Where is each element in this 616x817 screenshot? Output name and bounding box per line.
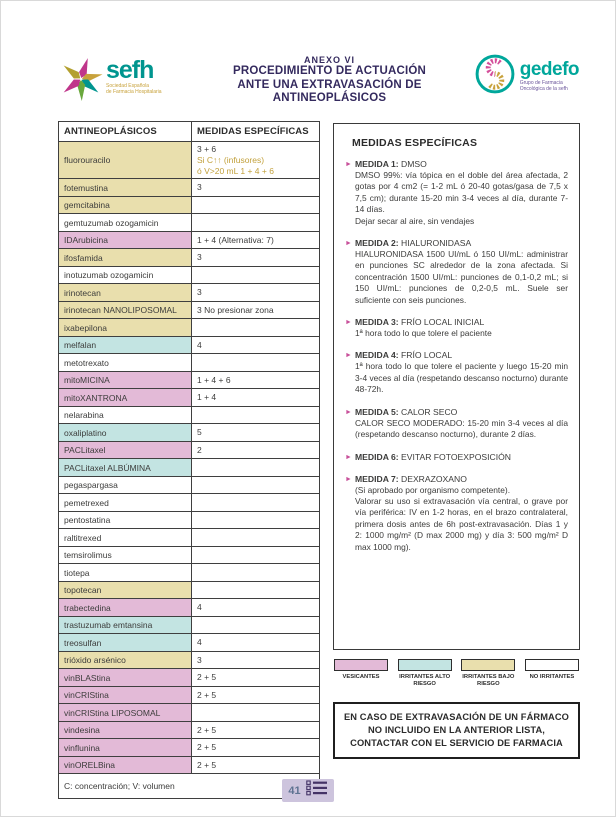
table-row [59, 389, 320, 407]
medidas-panel [333, 123, 580, 650]
table-row [59, 581, 320, 599]
drug-name-cell: trastuzumab emtansina [59, 616, 192, 634]
table-row [59, 441, 320, 459]
drug-measures-cell: 3 No presionar zona [192, 301, 320, 319]
drug-measures-cell [192, 319, 320, 337]
legend-item [460, 659, 516, 688]
medida-item [345, 474, 568, 553]
drug-name-cell: ifosfamida [59, 249, 192, 267]
medida-body: (Si aprobado por organismo competente). [355, 484, 511, 495]
drug-name-cell: tiotepa [59, 564, 192, 582]
medida-body: Valorar su uso si extravasación vía central, o grave por vía periférica: IV en 1-2 horas, en el brazo contralateral, primera dosis antes de 6h post-extravasación. Días 1 y 2: 1000 mg/m² (D max 2000 mg) y día 3: 500 mg/m² D max 1000 mg). [355, 495, 568, 552]
drug-measures-cell: 3 [192, 249, 320, 267]
drug-measures-cell [192, 564, 320, 582]
triangle-bullet-icon: ► [345, 161, 352, 168]
medida-item [345, 350, 568, 395]
drug-measures-cell [192, 266, 320, 284]
drug-measures-cell [192, 616, 320, 634]
legend-swatch [334, 659, 388, 671]
title-line2: PROCEDIMIENTO DE ACTUACIÓN [232, 65, 427, 77]
table-row [59, 739, 320, 757]
drug-measures-cell [192, 581, 320, 599]
table-row [59, 214, 320, 232]
drug-table-body [59, 142, 320, 774]
drug-measures-cell: 3 [192, 179, 320, 197]
legend-swatch [461, 659, 515, 671]
drug-name-cell: gemtuzumab ozogamicin [59, 214, 192, 232]
drug-name-cell: topotecan [59, 581, 192, 599]
table-row [59, 476, 320, 494]
legend-swatch [525, 659, 579, 671]
title-annex: ANEXO VI [303, 55, 355, 65]
legend-swatch [398, 659, 452, 671]
table-row [59, 266, 320, 284]
drug-measures-cell: 4 [192, 634, 320, 652]
table-row [59, 546, 320, 564]
table-row [59, 371, 320, 389]
table-row [59, 319, 320, 337]
antineoplastics-table [58, 121, 320, 799]
medida-body: 1ª hora todo lo que tolere el paciente y luego 15-20 min 3-4 veces al día (respetando descanso nocturno) durante 48-72h. [355, 361, 568, 395]
drug-name-cell: vinCRIStina [59, 686, 192, 704]
drug-name-cell: mitoMICINA [59, 371, 192, 389]
table-row [59, 354, 320, 372]
drug-name-cell: metotrexato [59, 354, 192, 372]
drug-measures-cell: 2 + 5 [192, 686, 320, 704]
drug-name-cell: IDArubicina [59, 231, 192, 249]
table-row [59, 721, 320, 739]
gedefo-logo [451, 53, 579, 100]
notice-line: EN CASO DE EXTRAVASACIÓN DE UN FÁRMACO [343, 712, 570, 722]
drug-name-cell: pentostatina [59, 511, 192, 529]
drug-name-cell: irinotecan [59, 284, 192, 302]
sefh-wordmark: sefh [106, 56, 154, 84]
drug-measures-cell: 2 + 5 [192, 739, 320, 757]
drug-name-cell: vinflunina [59, 739, 192, 757]
column-header-antineoplasicos: ANTINEOPLÁSICOS [59, 122, 192, 142]
table-row [59, 301, 320, 319]
gedefo-subtitle-2: Oncológica de la sefh [519, 86, 568, 92]
drug-measures-cell: 5 [192, 424, 320, 442]
medidas-panel-title: MEDIDAS ESPECÍFICAS [352, 137, 478, 149]
table-footnote: C: concentración; V: volumen [59, 774, 320, 799]
drug-measures-cell [192, 476, 320, 494]
drug-measures-cell: 2 [192, 441, 320, 459]
table-row [59, 686, 320, 704]
triangle-bullet-icon: ► [345, 352, 352, 360]
table-row [59, 336, 320, 354]
drug-name-cell: vinORELBina [59, 756, 192, 774]
drug-name-cell: pegaspargasa [59, 476, 192, 494]
medida-item [345, 238, 568, 306]
list-icon [306, 780, 328, 801]
drug-measures-cell: 2 + 5 [192, 756, 320, 774]
notice-line: CONTACTAR CON EL SERVICIO DE FARMACIA [350, 738, 563, 748]
drug-name-cell: fluorouracilo [59, 142, 192, 179]
drug-measures-cell: 2 + 5 [192, 669, 320, 687]
table-row [59, 284, 320, 302]
notice-line: NO INCLUIDO EN LA ANTERIOR LISTA, [367, 725, 545, 735]
drug-name-cell: vinBLAStina [59, 669, 192, 687]
triangle-bullet-icon: ► [345, 475, 352, 483]
drug-name-cell: temsirolimus [59, 546, 192, 564]
medida-body: HIALURONIDASA 1500 UI/mL ó 150 UI/mL: administrar en punciones SC alrededor de la zona afectada. Si concentración 1500 UI/mL: punciones de 0,1-0,2 mL; si 150 UI/mL: punciones de 0,2-0,5 mL. Suele ser suficiente con seis punciones. [355, 249, 568, 305]
table-row [59, 424, 320, 442]
drug-measures-cell [192, 704, 320, 722]
medida-body: 1ª hora todo lo que tolere el paciente [355, 328, 492, 339]
drug-measures-cell [192, 494, 320, 512]
drug-measures-cell [192, 546, 320, 564]
table-row [59, 599, 320, 617]
table-row [59, 459, 320, 477]
medida-title: MEDIDA 5: CALOR SECO [355, 406, 458, 417]
drug-measures-cell: 3 [192, 284, 320, 302]
drug-name-cell: gemcitabina [59, 196, 192, 214]
drug-measures-cell: 3 [192, 651, 320, 669]
medidas-list [345, 159, 568, 553]
drug-name-cell: nelarabina [59, 406, 192, 424]
medida-title: MEDIDA 4: FRÍO LOCAL [355, 350, 453, 361]
legend-label: IRRITANTES ALTO RIESGO [399, 674, 451, 687]
gedefo-subtitle-1: Grupo de Farmacia [519, 80, 563, 86]
drug-name-cell: trabectedina [59, 599, 192, 617]
page-number: 41 [288, 784, 301, 797]
medida-body: DMSO 99%: vía tópica en el doble del área afectada, 2 gotas por 4 cm2 (= 1-2 mL ó 20-40 gotas/gasa de 7,5 x 7,5 cm); durante 15-20 min 3-4 veces al día, durante 7-14 días. [355, 170, 568, 215]
drug-name-cell: pemetrexed [59, 494, 192, 512]
medida-item [345, 159, 568, 227]
triangle-bullet-icon: ► [345, 453, 352, 461]
drug-measures-cell: 3 + 6 Si C↑↑ (infusores) ó V>20 mL 1 + 4 + 6 [192, 142, 320, 179]
legend-label: NO IRRITANTES [529, 674, 575, 680]
drug-name-cell: PACLitaxel [59, 441, 192, 459]
triangle-bullet-icon: ► [345, 408, 352, 416]
table-header-row [59, 122, 320, 142]
drug-name-cell: fotemustina [59, 179, 192, 197]
table-row [59, 651, 320, 669]
table-row [59, 634, 320, 652]
drug-measures-cell [192, 214, 320, 232]
drug-name-cell: irinotecan NANOLIPOSOMAL [59, 301, 192, 319]
medida-item [345, 452, 568, 463]
medida-title: MEDIDA 1: DMSO [355, 159, 427, 169]
legend-label: VESICANTES [342, 674, 380, 680]
drug-name-cell: trióxido arsénico [59, 651, 192, 669]
table-row [59, 494, 320, 512]
medida-item [345, 317, 568, 339]
drug-measures-cell: 1 + 4 (Alternativa: 7) [192, 231, 320, 249]
medida-item [345, 407, 568, 441]
drug-measures-cell [192, 196, 320, 214]
gedefo-dna-icon [474, 53, 516, 100]
sefh-logo [58, 53, 208, 110]
drug-measures-cell [192, 511, 320, 529]
medida-title: MEDIDA 2: HIALURONIDASA [355, 238, 472, 249]
medida-body: Dejar secar al aire, sin vendajes [355, 215, 475, 226]
medida-title: MEDIDA 6: EVITAR FOTOEXPOSICIÓN [355, 451, 511, 462]
drug-name-cell: inotuzumab ozogamicin [59, 266, 192, 284]
triangle-bullet-icon: ► [345, 240, 352, 248]
drug-name-cell: melfalan [59, 336, 192, 354]
title-line3: ANTE UNA EXTRAVASACIÓN DE ANTINEOPLÁSICOS [237, 78, 422, 104]
legend-item [397, 659, 453, 688]
sefh-subtitle-1: Sociedad Española [106, 83, 150, 89]
table-row [59, 406, 320, 424]
drug-measures-cell: 4 [192, 599, 320, 617]
drug-measures-cell: 4 [192, 336, 320, 354]
table-row [59, 529, 320, 547]
page-title [208, 53, 451, 106]
drug-measures-cell [192, 459, 320, 477]
drug-name-cell: mitoXANTRONA [59, 389, 192, 407]
table-row [59, 616, 320, 634]
sefh-subtitle-2: de Farmacia Hospitalaria [106, 89, 162, 95]
table-row [59, 669, 320, 687]
table-row [59, 231, 320, 249]
gedefo-wordmark: gedefo [519, 59, 579, 80]
drug-measures-cell: 1 + 4 [192, 389, 320, 407]
table-row [59, 511, 320, 529]
medida-body: CALOR SECO MODERADO: 15-20 min 3-4 veces al día (respetando descanso nocturno), durante 2 días. [355, 417, 568, 440]
table-row [59, 179, 320, 197]
drug-measures-cell: 1 + 4 + 6 [192, 371, 320, 389]
column-header-medidas: MEDIDAS ESPECÍFICAS [192, 122, 320, 142]
legend-item [524, 659, 580, 688]
drug-name-cell: oxaliplatino [59, 424, 192, 442]
notice-box [333, 702, 580, 759]
medida-title: MEDIDA 3: FRÍO LOCAL INICIAL [355, 317, 485, 328]
drug-name-cell: PACLitaxel ALBÚMINA [59, 459, 192, 477]
drug-measures-cell: 2 + 5 [192, 721, 320, 739]
table-row [59, 249, 320, 267]
sefh-star-icon [58, 53, 104, 110]
drug-measures-cell [192, 406, 320, 424]
drug-measures-cell [192, 354, 320, 372]
drug-name-cell: treosulfan [59, 634, 192, 652]
table-row [59, 564, 320, 582]
legend-item [333, 659, 389, 688]
drug-name-cell: ixabepilona [59, 319, 192, 337]
medida-title: MEDIDA 7: DEXRAZOXANO [355, 473, 467, 484]
risk-legend [333, 659, 580, 688]
triangle-bullet-icon: ► [345, 319, 352, 327]
table-row [59, 196, 320, 214]
drug-name-cell: vinCRIStina LIPOSOMAL [59, 704, 192, 722]
drug-name-cell: vindesina [59, 721, 192, 739]
table-row [59, 142, 320, 179]
table-footnote-row [59, 774, 320, 799]
drug-name-cell: raltitrexed [59, 529, 192, 547]
table-row [59, 756, 320, 774]
legend-label: IRRITANTES BAJO RIESGO [462, 674, 515, 687]
drug-measures-cell [192, 529, 320, 547]
table-row [59, 704, 320, 722]
page-number-badge [282, 779, 334, 802]
page-header [58, 53, 579, 113]
